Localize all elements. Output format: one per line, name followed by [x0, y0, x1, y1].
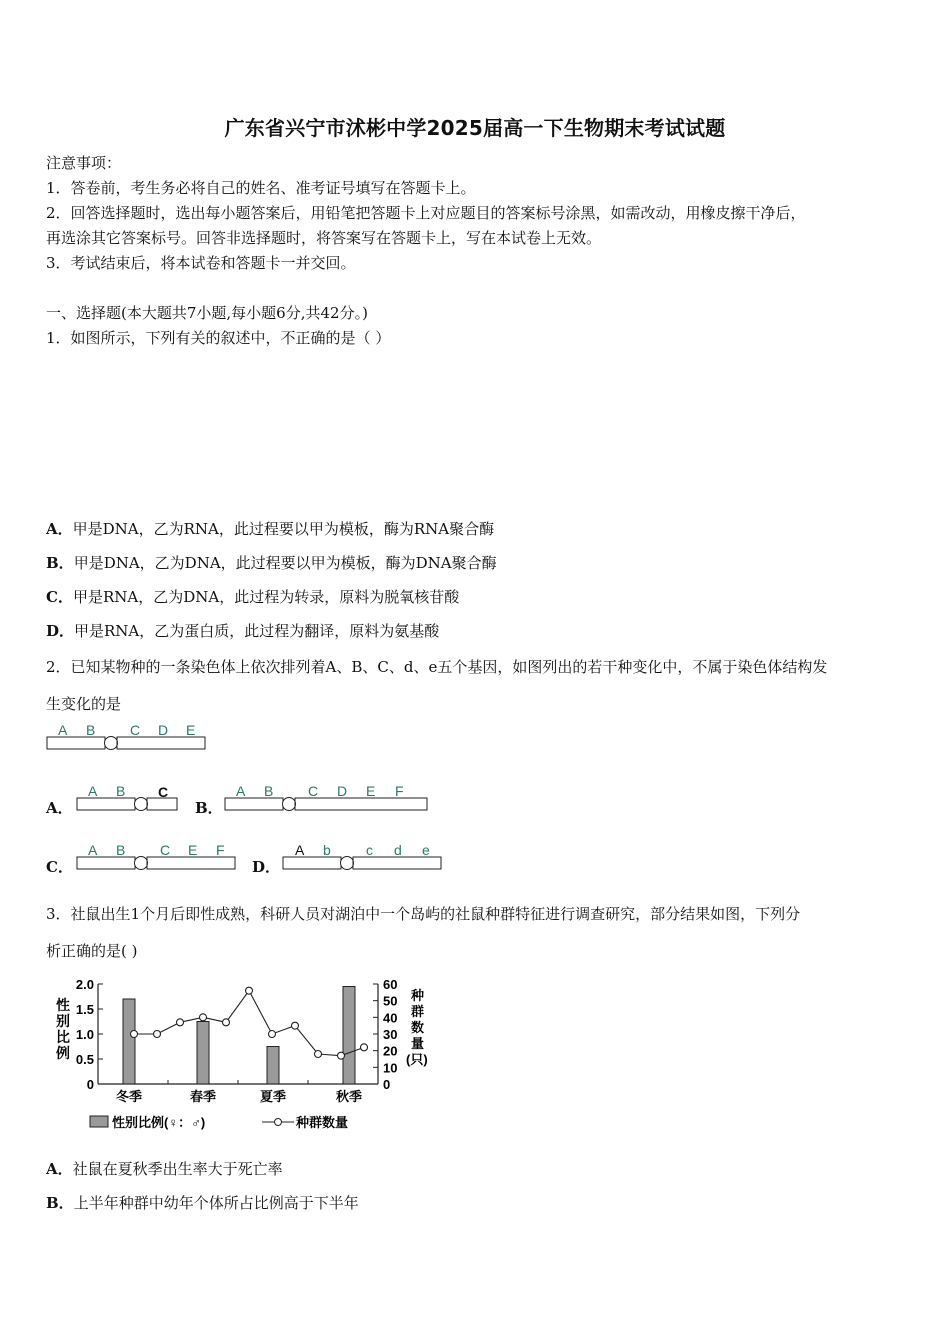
option-letter: A．: [46, 1160, 73, 1178]
gene-label: B: [116, 842, 126, 858]
gene-label: A: [58, 722, 68, 738]
x-tick-label: 春季: [189, 1089, 217, 1104]
option-text: 甲是DNA，乙为DNA，此过程要以甲为模板，酶为DNA聚合酶: [73, 554, 497, 572]
question-2-stem: 2．已知某物种的一条染色体上依次排列着A、B、C、d、e五个基因，如图列出的若干种变化中，不属于染色体结构发: [46, 658, 828, 676]
y-right-tick-label: 40: [383, 1010, 398, 1026]
y-left-tick-label: 1.0: [75, 1027, 94, 1042]
option-text: 甲是RNA，乙为DNA，此过程为转录，原料为脱氧核苷酸: [72, 588, 460, 606]
y-left-tick-label: 2.0: [75, 977, 94, 992]
gene-label: A: [88, 842, 98, 858]
chromosome-option-c: [77, 842, 235, 870]
population-point: [200, 1014, 207, 1021]
bar-冬季: [123, 999, 135, 1084]
legend-line-label: 种群数量: [296, 1115, 349, 1130]
option-text: 社鼠在夏秋季出生率大于死亡率: [72, 1160, 283, 1178]
gene-label: B: [264, 783, 274, 799]
x-tick-label: 秋季: [335, 1089, 363, 1104]
chromosome-option-d: [283, 842, 441, 870]
bar-夏季: [267, 1047, 279, 1085]
question-2-stem-cont: 生变化的是: [46, 695, 122, 713]
option-letter: B．: [46, 1194, 74, 1212]
population-point: [223, 1019, 230, 1026]
option-letter: B．: [195, 799, 223, 817]
q1-option-b: [46, 552, 497, 573]
gene-label: C: [158, 784, 169, 800]
gene-label: F: [395, 783, 404, 799]
population-line: [134, 991, 364, 1056]
question-3-stem: 3．社鼠出生1个月后即性成熟，科研人员对湖泊中一个岛屿的社鼠种群特征进行调查研究，部分结果如图，下列分: [46, 905, 801, 923]
population-point: [315, 1051, 322, 1058]
option-text: 甲是DNA，乙为RNA，此过程要以甲为模板，酶为RNA聚合酶: [72, 520, 495, 538]
option-letter: B．: [46, 554, 74, 572]
chromosome-original: [47, 722, 205, 750]
population-point: [131, 1031, 138, 1038]
bar-秋季: [343, 987, 355, 1085]
chromosome-option-a: [77, 783, 177, 811]
population-point: [338, 1052, 345, 1059]
gene-label: A: [88, 783, 98, 799]
option-letter: C．: [46, 858, 73, 876]
option-letter: D．: [46, 622, 75, 640]
population-point: [154, 1031, 161, 1038]
y-right-tick-label: 0: [383, 1077, 391, 1092]
gene-label: d: [394, 842, 402, 858]
chromosome-figure: [40, 718, 920, 878]
q1-option-c: [46, 586, 459, 607]
section-heading: 一、选择题(本大题共7小题,每小题6分,共42分。): [46, 304, 368, 322]
option-text: 上半年种群中幼年个体所占比例高于下半年: [73, 1194, 359, 1212]
q1-option-a: [46, 518, 494, 539]
y-right-tick-label: 30: [383, 1027, 398, 1042]
legend-bar-swatch: [90, 1116, 108, 1127]
gene-label: b: [323, 842, 331, 858]
population-point: [269, 1031, 276, 1038]
population-point: [292, 1022, 299, 1029]
y-left-tick-label: 1.5: [75, 1002, 94, 1017]
population-point: [361, 1044, 368, 1051]
x-tick-label: 冬季: [115, 1089, 143, 1104]
option-letter: D．: [252, 858, 281, 876]
y-right-tick-label: 60: [383, 977, 398, 992]
gene-label: B: [86, 722, 96, 738]
x-tick-label: 夏季: [259, 1089, 287, 1104]
gene-label: D: [158, 722, 169, 738]
gene-label: B: [116, 783, 126, 799]
notice-item: 2．回答选择题时，选出每小题答案后，用铅笔把答题卡上对应题目的答案标号涂黑，如需改动，用橡皮擦干净后，: [46, 204, 806, 222]
option-letter: A．: [46, 799, 73, 817]
population-chart: [44, 972, 444, 1138]
population-point: [177, 1019, 184, 1026]
question-3-stem-cont: 析正确的是( ): [46, 942, 138, 960]
gene-label: E: [366, 783, 376, 799]
population-point: [246, 987, 253, 994]
gene-label: C: [308, 783, 319, 799]
legend-line-marker: [275, 1119, 282, 1126]
y-right-tick-label: 20: [383, 1043, 398, 1059]
gene-label: D: [337, 783, 348, 799]
gene-label: C: [130, 722, 141, 738]
y-left-tick-label: 0: [86, 1077, 94, 1092]
bar-春季: [197, 1022, 209, 1085]
chromosome-option-b: [225, 783, 427, 811]
y-right-tick-label: 50: [383, 993, 398, 1009]
q3-option-b: [46, 1192, 359, 1213]
y-left-tick-label: 0.5: [75, 1052, 94, 1067]
gene-label: C: [160, 842, 171, 858]
gene-label: A: [236, 783, 246, 799]
page-title: 广东省兴宁市沭彬中学2025届高一下生物期末考试试题: [224, 116, 726, 140]
legend-bar-label: 性别比例(♀：♂): [112, 1115, 206, 1130]
q3-option-a: [46, 1158, 283, 1179]
gene-label: e: [422, 842, 430, 858]
y-right-label: 种群数量(只): [406, 988, 428, 1067]
notice-item: 再选涂其它答案标号。回答非选择题时，将答案写在答题卡上，写在本试卷上无效。: [46, 229, 602, 247]
gene-label: E: [186, 722, 196, 738]
gene-label: E: [188, 842, 198, 858]
question-1-stem: 1．如图所示，下列有关的叙述中，不正确的是（ ）: [46, 329, 391, 347]
gene-label: F: [216, 842, 225, 858]
chart-legend: [90, 1115, 348, 1130]
notice-heading: 注意事项：: [46, 154, 122, 172]
gene-label: A: [295, 842, 305, 858]
y-right-tick-label: 10: [383, 1060, 398, 1076]
notice-item: 1．答卷前，考生务必将自己的姓名、准考证号填写在答题卡上。: [46, 179, 476, 197]
option-letter: A．: [46, 520, 73, 538]
y-left-label: 性别比例: [56, 997, 70, 1061]
option-text: 甲是RNA，乙为蛋白质，此过程为翻译，原料为氨基酸: [74, 622, 440, 640]
line-series: [131, 987, 368, 1059]
q1-option-d: [46, 620, 439, 641]
notice-item: 3．考试结束后，将本试卷和答题卡一并交回。: [46, 254, 356, 272]
option-letter: C．: [46, 588, 73, 606]
gene-label: c: [366, 842, 373, 858]
